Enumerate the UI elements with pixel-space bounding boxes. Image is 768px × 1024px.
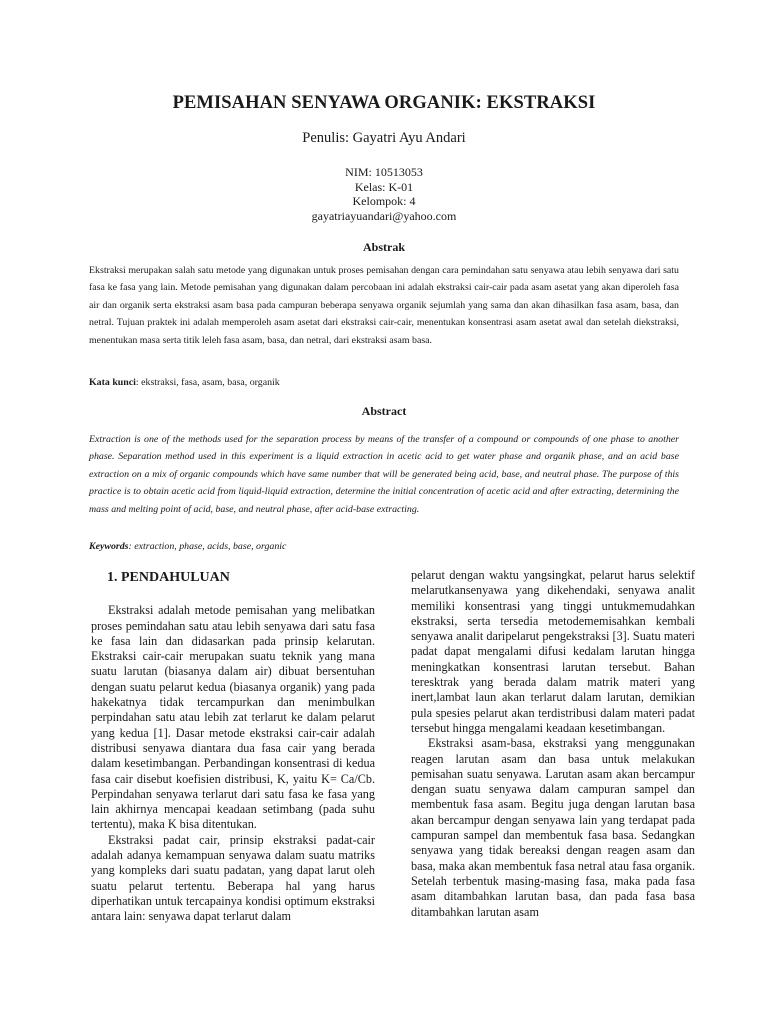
paragraph: Ekstraksi asam-basa, ekstraksi yang menggunakan reagen larutan asam dan basa untuk melakukan pemisahan suatu senyawa. Larutan asam akan bercampur dengan suatu senyawa dalam campuran sampel dan membentuk fasa asam. Begitu juga dengan larutan basa akan bercampur dengan senyawa lain yang terdapat pada campuran sampel dan membentuk fasa basa. Sedangkan senyawa yang tidak bereaksi dengan reagen asam dan basa, maka akan membentuk fasa netral atau fasa organik. Setelah terbentuk masing-masing fasa, maka pada fasa asam ditambahkan larutan basa, dan pada fasa basa ditambahkan larutan asam <box>411 736 695 919</box>
paper-author: Penulis: Gayatri Ayu Andari <box>302 130 466 146</box>
abstract-keywords-value: : extraction, phase, acids, base, organic <box>128 541 287 552</box>
abstrak-keywords <box>89 376 679 390</box>
author-class: Kelas: K-01 <box>354 179 414 194</box>
author-info <box>0 165 768 223</box>
abstrak-keywords-value: : ekstraksi, fasa, asam, basa, organik <box>135 377 280 388</box>
abstract-body: Extraction is one of the methods used for the separation process by means of the transfer of a compound or compounds of one phase to another phase. Separation method used in this experiment is a liquid extraction in acetic acid to get water phase and organik phase, and an acid base extraction on a mix of organic compounds which have same number that will be generated being acid, base, and neutral phase. The purpose of this practice is to obtain acetic acid from liquid-liquid extraction, determine the initial concentration of acetic acid and after extracting, determining the mass and melting point of acid, base, and neutral phase, after acid-base extracting. <box>89 434 679 515</box>
paragraph: Ekstraksi padat cair, prinsip ekstraksi padat-cair adalah adanya kemampuan senyawa dalam suatu matriks yang kompleks dari suatu padatan, yang dapat larut oleh suatu pelarut tertentu. Beberapa hal yang harus diperhatikan untuk tercapainya kondisi optimum ekstraksi antara lain: senyawa dapat terlarut dalam <box>91 832 375 924</box>
abstract-keywords <box>89 540 679 554</box>
paper-title: PEMISAHAN SENYAWA ORGANIK: EKSTRAKSI <box>172 93 596 113</box>
abstract-keywords-label: Keywords <box>89 541 129 552</box>
left-column <box>91 570 375 925</box>
abstrak-heading: Abstrak <box>362 240 405 254</box>
author-email: gayatriayuandari@yahoo.com <box>311 208 457 223</box>
abstract-heading: Abstract <box>361 404 407 418</box>
abstrak-keywords-label: Kata kunci <box>89 377 136 388</box>
paragraph: pelarut dengan waktu yangsingkat, pelarut harus selektif melarutkansenyawa yang dikehendaki, senyawa analit memiliki konsentrasi yang tinggi untukmemudahkan ekstraksi, serta tersedia metodememisahkan kembali senyawa analit daripelarut pengekstraksi [3]. Suatu materi padat dapat mengalami difusi kedalam larutan hingga meningkatkan konsentrasi larutan tersebut. Bahan teresktrak yang berada dalam matrik materi yang inert,lambat laun akan terlarut dalam larutan, demikian pula spesies pelarut akan terdistribusi dalam materi padat tersebut hingga mengalami keadaan kesetimbangan. <box>411 568 695 735</box>
author-nim: NIM: 10513053 <box>345 165 423 179</box>
right-column <box>411 568 695 920</box>
author-group: Kelompok: 4 <box>352 194 416 208</box>
paragraph: Ekstraksi adalah metode pemisahan yang melibatkan proses pemindahan satu atau lebih senyawa dari satu fasa ke fasa lain dan didasarkan pada prinsip kelarutan. Ekstraksi cair-cair merupakan suatu teknik yang mana suatu larutan (biasanya dalam air) dibuat bersentuhan dengan suatu pelarut kedua (biasanya organik) yang pada hakekatnya tidak tercampurkan dan menimbulkan perpindahan satu atau lebih zat terlarut ke dalam pelarut yang kedua [1]. Dasar metode ekstraksi cair-cair adalah distribusi senyawa diantara dua fasa cair yang berada dalam kesetimbangan. Perbandingan konsentrasi di kedua fasa cair disebut koefisien distribusi, K, yaitu K= Ca/Cb. Perpindahan senyawa terlarut dari satu fasa ke fasa yang lain akhirnya mencapai keadaan setimbang (pada suhu tertentu), maka K bisa ditentukan. <box>91 603 375 832</box>
abstrak-body: Ekstraksi merupakan salah satu metode yang digunakan untuk proses pemisahan dengan cara pemindahan satu senyawa atau lebih senyawa dari satu fasa ke fasa yang lain. Metode pemisahan yang digunakan dalam percobaan ini adalah ekstraksi cair-cair pada asam asetat yang akan diperoleh fasa air dan organik serta ekstraksi asam basa pada campuran beberapa senyawa organik sejumlah yang sama dan akan dihasilkan fasa asam, basa, dan netral. Tujuan praktek ini adalah memperoleh asam asetat dari ekstraksi cair-cair, menentukan konsentrasi asam asetat awal dan setelah diekstraksi, menentukan masa serta titik leleh fasa asam, basa, dan netral, dari ekstraksi asam basa. <box>89 265 679 346</box>
section-heading: 1. PENDAHULUAN <box>107 570 230 585</box>
